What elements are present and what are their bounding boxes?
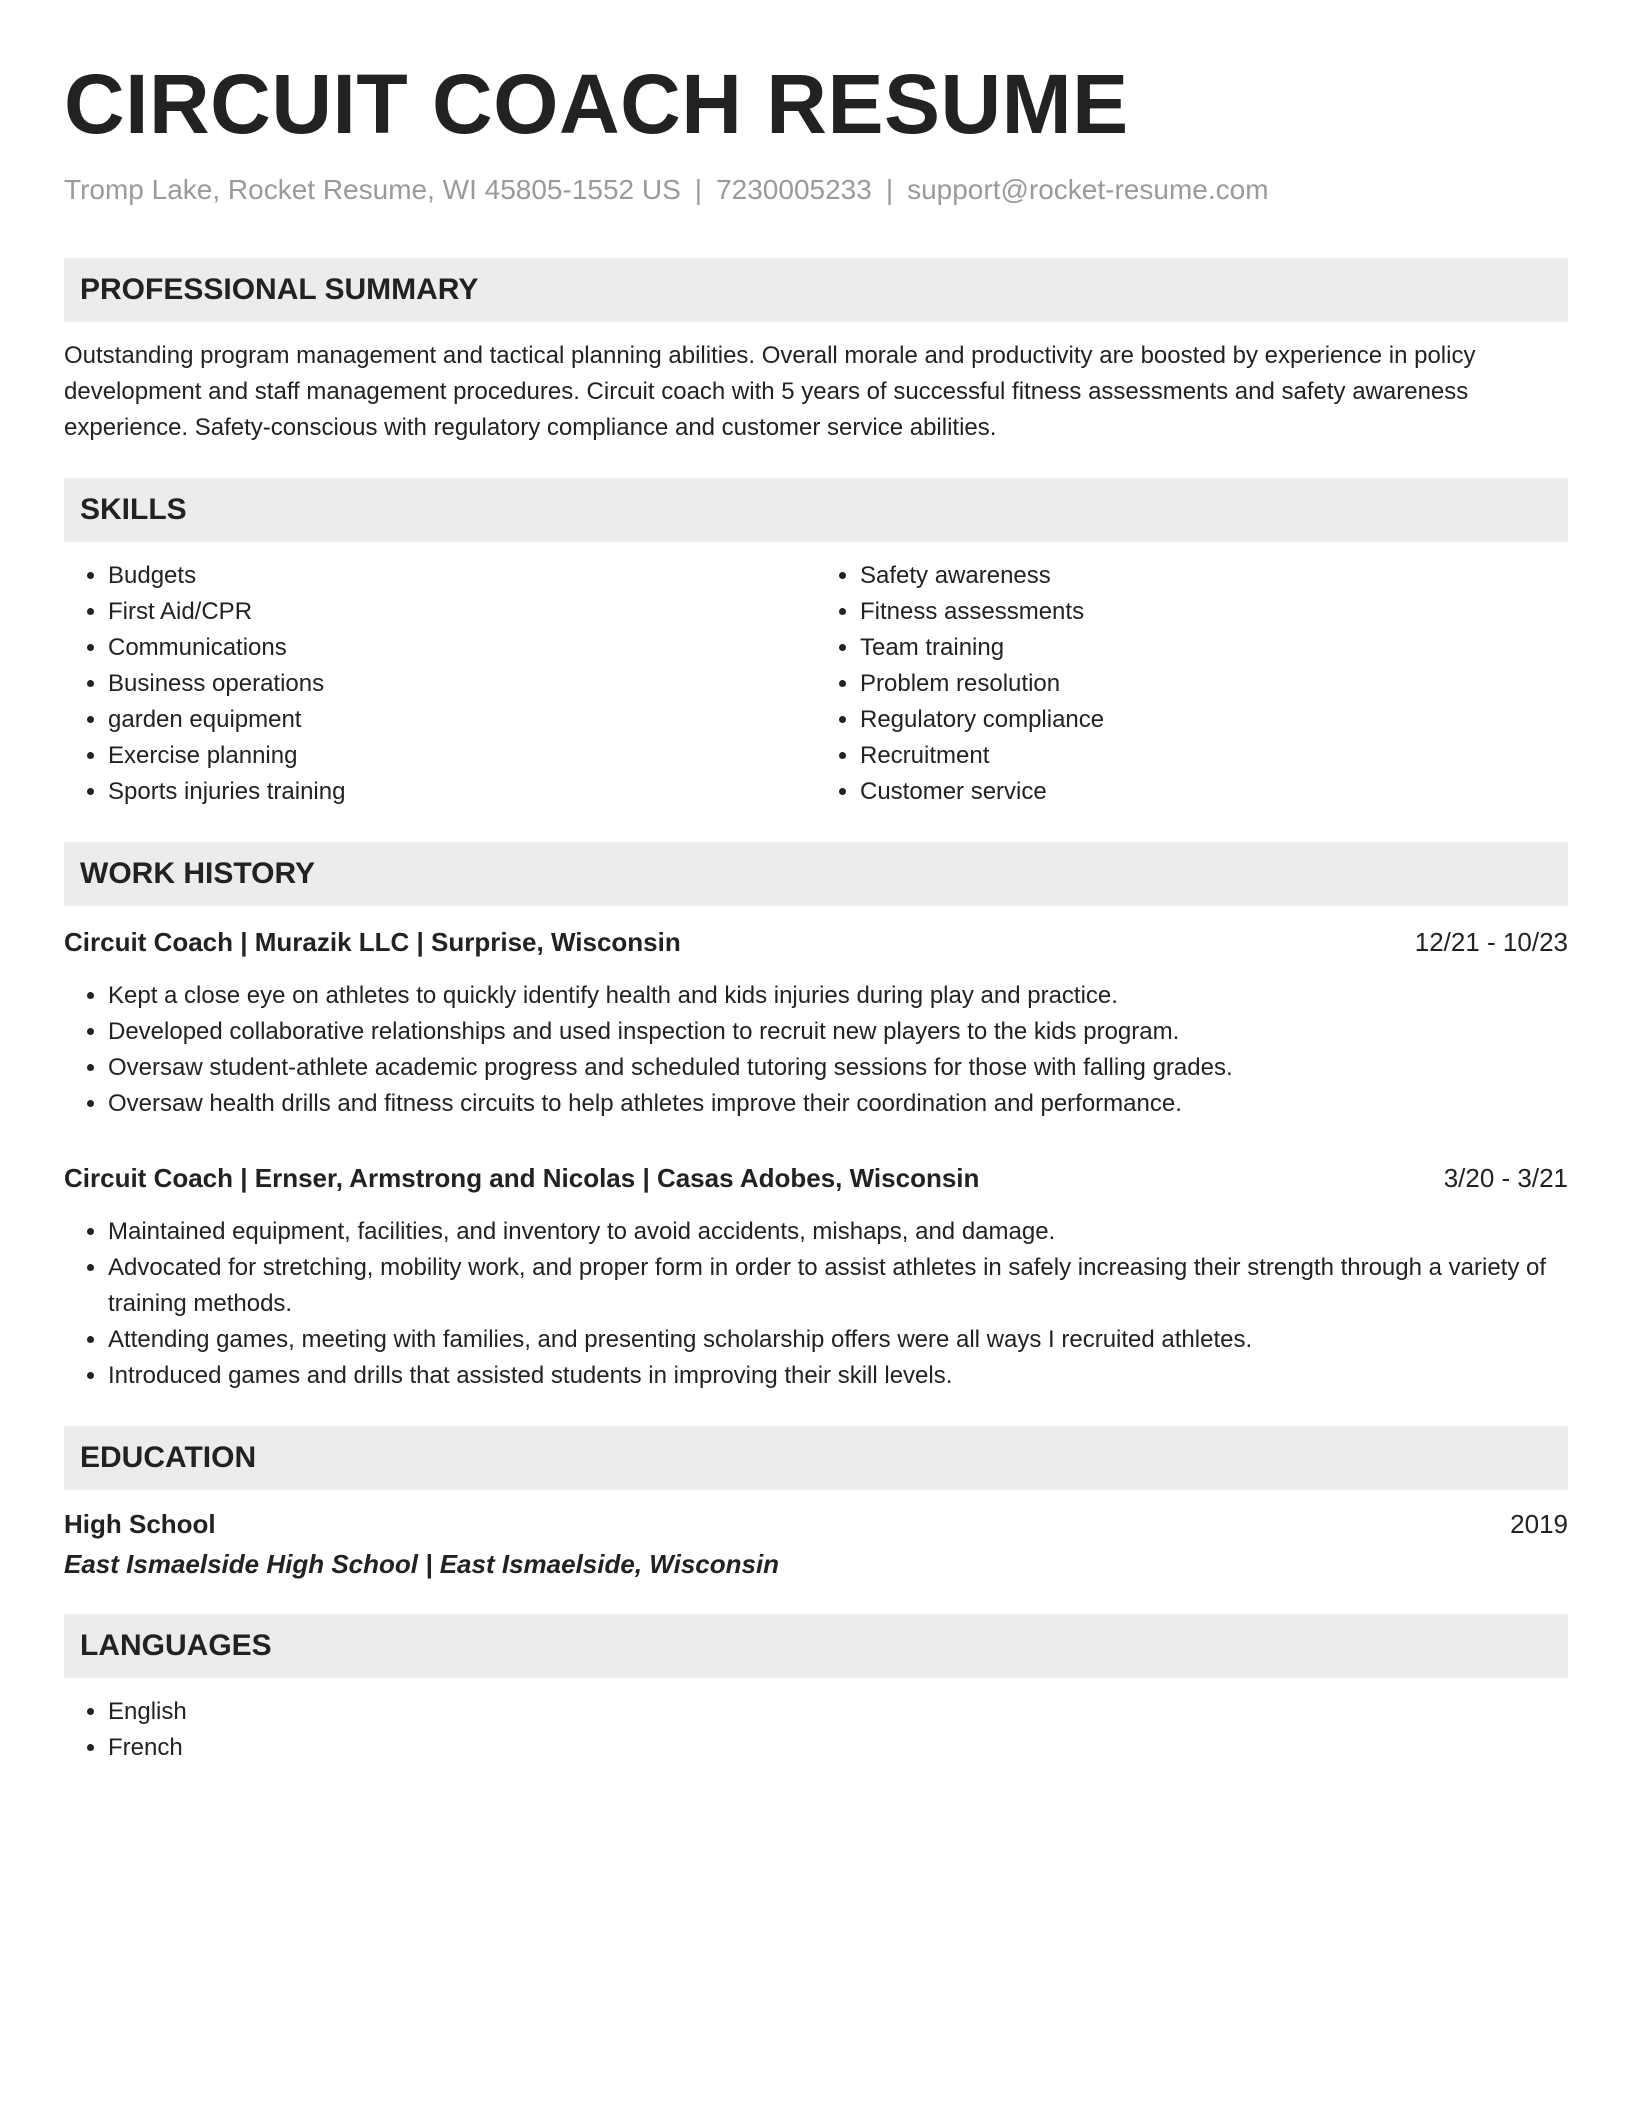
skill-item: • Sports injuries training [108,774,816,810]
contact-separator: | [694,174,703,205]
languages-list [64,1694,1568,1766]
section-header-languages: LANGUAGES [64,1614,1568,1678]
skill-item: • Communications [108,630,816,666]
education-school: East Ismaelside High School | East Ismaelside, Wisconsin [64,1549,780,1579]
skill-item: • First Aid/CPR [108,594,816,630]
skill-item: • Customer service [860,774,1568,810]
job-bullet: • Oversaw health drills and fitness circuits to help athletes improve their coordination and performance. [108,1086,1568,1122]
contact-email: support@rocket-resume.com [907,174,1269,205]
skills-column-left [64,558,816,810]
skill-item: • Exercise planning [108,738,816,774]
education-degree: High School [64,1509,216,1539]
skill-item: • Business operations [108,666,816,702]
contact-address: Tromp Lake, Rocket Resume, WI 45805-1552 US [64,174,681,205]
skill-item: • Budgets [108,558,816,594]
education-year: 2019 [1510,1509,1568,1539]
education-header [64,1506,1568,1542]
job-bullet: • Attending games, meeting with families, and presenting scholarship offers were all ways I recruited athletes. [108,1322,1568,1358]
job-header [64,924,1568,960]
skill-item: • Regulatory compliance [860,702,1568,738]
skill-item: • Team training [860,630,1568,666]
language-item: • French [108,1730,1568,1766]
section-header-work-history: WORK HISTORY [64,842,1568,906]
job-bullet: • Kept a close eye on athletes to quickly identify health and kids injuries during play and practice. [108,978,1568,1014]
contact-phone: 7230005233 [716,174,872,205]
job-dates: 3/20 - 3/21 [1443,1163,1568,1193]
skill-item: • Fitness assessments [860,594,1568,630]
skill-item: • Problem resolution [860,666,1568,702]
section-header-summary: PROFESSIONAL SUMMARY [64,258,1568,322]
job-bullets [64,978,1568,1122]
skills-column-right [816,558,1568,810]
resume-name: CIRCUIT COACH RESUME [64,57,1129,151]
job-header [64,1160,1568,1196]
job-bullet: • Maintained equipment, facilities, and inventory to avoid accidents, mishaps, and damage. [108,1214,1568,1250]
job-title: Circuit Coach | Murazik LLC | Surprise, Wisconsin [64,927,681,957]
language-item: • English [108,1694,1568,1730]
job-dates: 12/21 - 10/23 [1414,927,1568,957]
skill-item: • Safety awareness [860,558,1568,594]
skill-item: • garden equipment [108,702,816,738]
job-bullet: • Introduced games and drills that assisted students in improving their skill levels. [108,1358,1568,1394]
summary-text: Outstanding program management and tactical planning abilities. Overall morale and productivity are boosted by experience in policy development and staff management procedures. Circuit coach with 5 years of successful fitness assessments and safety awareness experience. Safety-conscious with regulatory compliance and customer service abilities. [64,342,1476,441]
section-header-education: EDUCATION [64,1426,1568,1490]
job-bullet: • Developed collaborative relationships and used inspection to recruit new players to the kids program. [108,1014,1568,1050]
skill-item: • Recruitment [860,738,1568,774]
contact-separator: | [885,174,894,205]
contact-line [64,172,1568,208]
job-title: Circuit Coach | Ernser, Armstrong and Nicolas | Casas Adobes, Wisconsin [64,1163,980,1193]
job-bullet: • Oversaw student-athlete academic progress and scheduled tutoring sessions for those with falling grades. [108,1050,1568,1086]
section-header-skills: SKILLS [64,478,1568,542]
job-bullet: • Advocated for stretching, mobility work, and proper form in order to assist athletes in safely increasing their strength through a variety of training methods. [108,1250,1568,1322]
skills-list [64,558,1568,810]
job-bullets [64,1214,1568,1394]
